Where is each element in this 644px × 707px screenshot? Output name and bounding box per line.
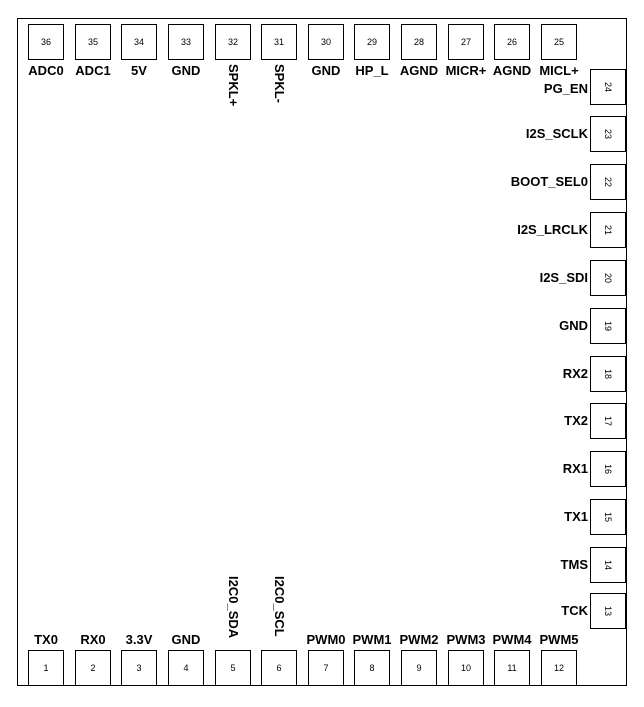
pin-number: 5 bbox=[230, 663, 236, 673]
pin-label-20: I2S_SDI bbox=[539, 270, 588, 285]
pin-pad-21 bbox=[590, 212, 626, 248]
pin-pad-18 bbox=[590, 356, 626, 392]
pin-label-5: I2C0_SDA bbox=[226, 576, 241, 639]
pin-pad-13 bbox=[590, 593, 626, 629]
pin-number: 28 bbox=[413, 37, 424, 47]
pin-label-26: AGND bbox=[492, 63, 532, 78]
pin-number: 8 bbox=[369, 663, 375, 673]
pin-number: 26 bbox=[506, 37, 517, 47]
pin-label-18: RX2 bbox=[562, 366, 588, 381]
pin-pad-11 bbox=[494, 650, 530, 686]
pin-pad-19 bbox=[590, 308, 626, 344]
pin-pad-5 bbox=[215, 650, 251, 686]
pin-number: 14 bbox=[602, 559, 613, 571]
pin-number: 29 bbox=[366, 37, 377, 47]
pin-pad-29 bbox=[354, 24, 390, 60]
pin-label-3: 3.3V bbox=[125, 632, 153, 647]
pin-pad-9 bbox=[401, 650, 437, 686]
pin-pad-17 bbox=[590, 403, 626, 439]
pin-label-27: MICR+ bbox=[445, 63, 487, 78]
pin-pad-2 bbox=[75, 650, 111, 686]
pin-pad-1 bbox=[28, 650, 64, 686]
pin-label-8: PWM1 bbox=[352, 632, 392, 647]
pin-pad-24 bbox=[590, 69, 626, 105]
pin-pad-33 bbox=[168, 24, 204, 60]
pin-number: 35 bbox=[87, 37, 98, 47]
pin-number: 21 bbox=[602, 224, 613, 236]
pin-number: 6 bbox=[276, 663, 282, 673]
pin-label-10: PWM3 bbox=[446, 632, 486, 647]
pin-pad-23 bbox=[590, 116, 626, 152]
pin-label-30: GND bbox=[311, 63, 341, 78]
pin-number: 10 bbox=[460, 663, 471, 673]
pin-label-11: PWM4 bbox=[492, 632, 532, 647]
pin-pad-27 bbox=[448, 24, 484, 60]
pin-number: 13 bbox=[602, 605, 613, 617]
pin-label-13: TCK bbox=[561, 603, 588, 618]
pin-label-15: TX1 bbox=[564, 509, 588, 524]
pin-number: 20 bbox=[602, 272, 613, 284]
pin-pad-7 bbox=[308, 650, 344, 686]
pin-pad-3 bbox=[121, 650, 157, 686]
pin-label-23: I2S_SCLK bbox=[525, 126, 588, 141]
pin-pad-30 bbox=[308, 24, 344, 60]
pin-number: 33 bbox=[180, 37, 191, 47]
pin-number: 7 bbox=[323, 663, 329, 673]
pin-pad-4 bbox=[168, 650, 204, 686]
pin-number: 1 bbox=[43, 663, 49, 673]
pin-number: 15 bbox=[602, 511, 613, 523]
pin-label-24: PG_EN bbox=[543, 81, 588, 96]
pin-label-14: TMS bbox=[560, 557, 588, 572]
pin-pad-34 bbox=[121, 24, 157, 60]
pin-number: 31 bbox=[273, 37, 284, 47]
pin-label-21: I2S_LRCLK bbox=[517, 222, 588, 237]
pin-number: 17 bbox=[602, 415, 613, 427]
pin-number: 32 bbox=[227, 37, 238, 47]
module-outline bbox=[17, 18, 627, 686]
pin-number: 25 bbox=[553, 37, 564, 47]
pin-label-22: BOOT_SEL0 bbox=[510, 174, 588, 189]
pin-label-16: RX1 bbox=[562, 461, 588, 476]
pin-label-6: I2C0_SCL bbox=[272, 576, 287, 637]
pin-pad-31 bbox=[261, 24, 297, 60]
pin-label-36: ADC0 bbox=[28, 63, 64, 78]
pin-label-35: ADC1 bbox=[75, 63, 111, 78]
pin-label-34: 5V bbox=[131, 63, 147, 78]
pin-number: 11 bbox=[507, 663, 517, 673]
pin-number: 27 bbox=[460, 37, 471, 47]
pin-pad-12 bbox=[541, 650, 577, 686]
pin-label-17: TX2 bbox=[564, 413, 588, 428]
pin-pad-36 bbox=[28, 24, 64, 60]
pin-label-2: RX0 bbox=[80, 632, 106, 647]
pin-pad-28 bbox=[401, 24, 437, 60]
pin-number: 3 bbox=[136, 663, 142, 673]
pin-pad-25 bbox=[541, 24, 577, 60]
pin-label-29: HP_L bbox=[355, 63, 389, 78]
pin-number: 34 bbox=[133, 37, 144, 47]
pin-number: 2 bbox=[90, 663, 96, 673]
pin-label-28: AGND bbox=[399, 63, 439, 78]
pin-number: 18 bbox=[602, 368, 613, 380]
pin-number: 22 bbox=[602, 176, 613, 188]
pin-number: 36 bbox=[40, 37, 51, 47]
pin-label-7: PWM0 bbox=[306, 632, 346, 647]
pin-label-12: PWM5 bbox=[539, 632, 579, 647]
pin-number: 4 bbox=[183, 663, 189, 673]
pin-label-33: GND bbox=[171, 63, 201, 78]
pin-pad-20 bbox=[590, 260, 626, 296]
pin-number: 30 bbox=[320, 37, 331, 47]
pin-number: 24 bbox=[602, 81, 613, 93]
pin-pad-22 bbox=[590, 164, 626, 200]
pin-pad-8 bbox=[354, 650, 390, 686]
pin-number: 9 bbox=[416, 663, 422, 673]
pin-label-9: PWM2 bbox=[399, 632, 439, 647]
pin-pad-16 bbox=[590, 451, 626, 487]
pin-pad-14 bbox=[590, 547, 626, 583]
pin-label-25: MICL+ bbox=[539, 63, 579, 78]
pin-label-1: TX0 bbox=[34, 632, 58, 647]
pin-pad-10 bbox=[448, 650, 484, 686]
pin-pad-26 bbox=[494, 24, 530, 60]
pin-pad-35 bbox=[75, 24, 111, 60]
pin-number: 12 bbox=[553, 663, 564, 673]
pin-label-31: SPKL- bbox=[272, 64, 287, 103]
pin-label-19: GND bbox=[559, 318, 588, 333]
pin-label-4: GND bbox=[171, 632, 201, 647]
pin-number: 19 bbox=[602, 320, 613, 332]
pin-pad-32 bbox=[215, 24, 251, 60]
pin-number: 16 bbox=[602, 463, 613, 475]
pin-label-32: SPKL+ bbox=[226, 64, 241, 107]
pin-number: 23 bbox=[602, 128, 613, 140]
pin-pad-15 bbox=[590, 499, 626, 535]
pin-pad-6 bbox=[261, 650, 297, 686]
